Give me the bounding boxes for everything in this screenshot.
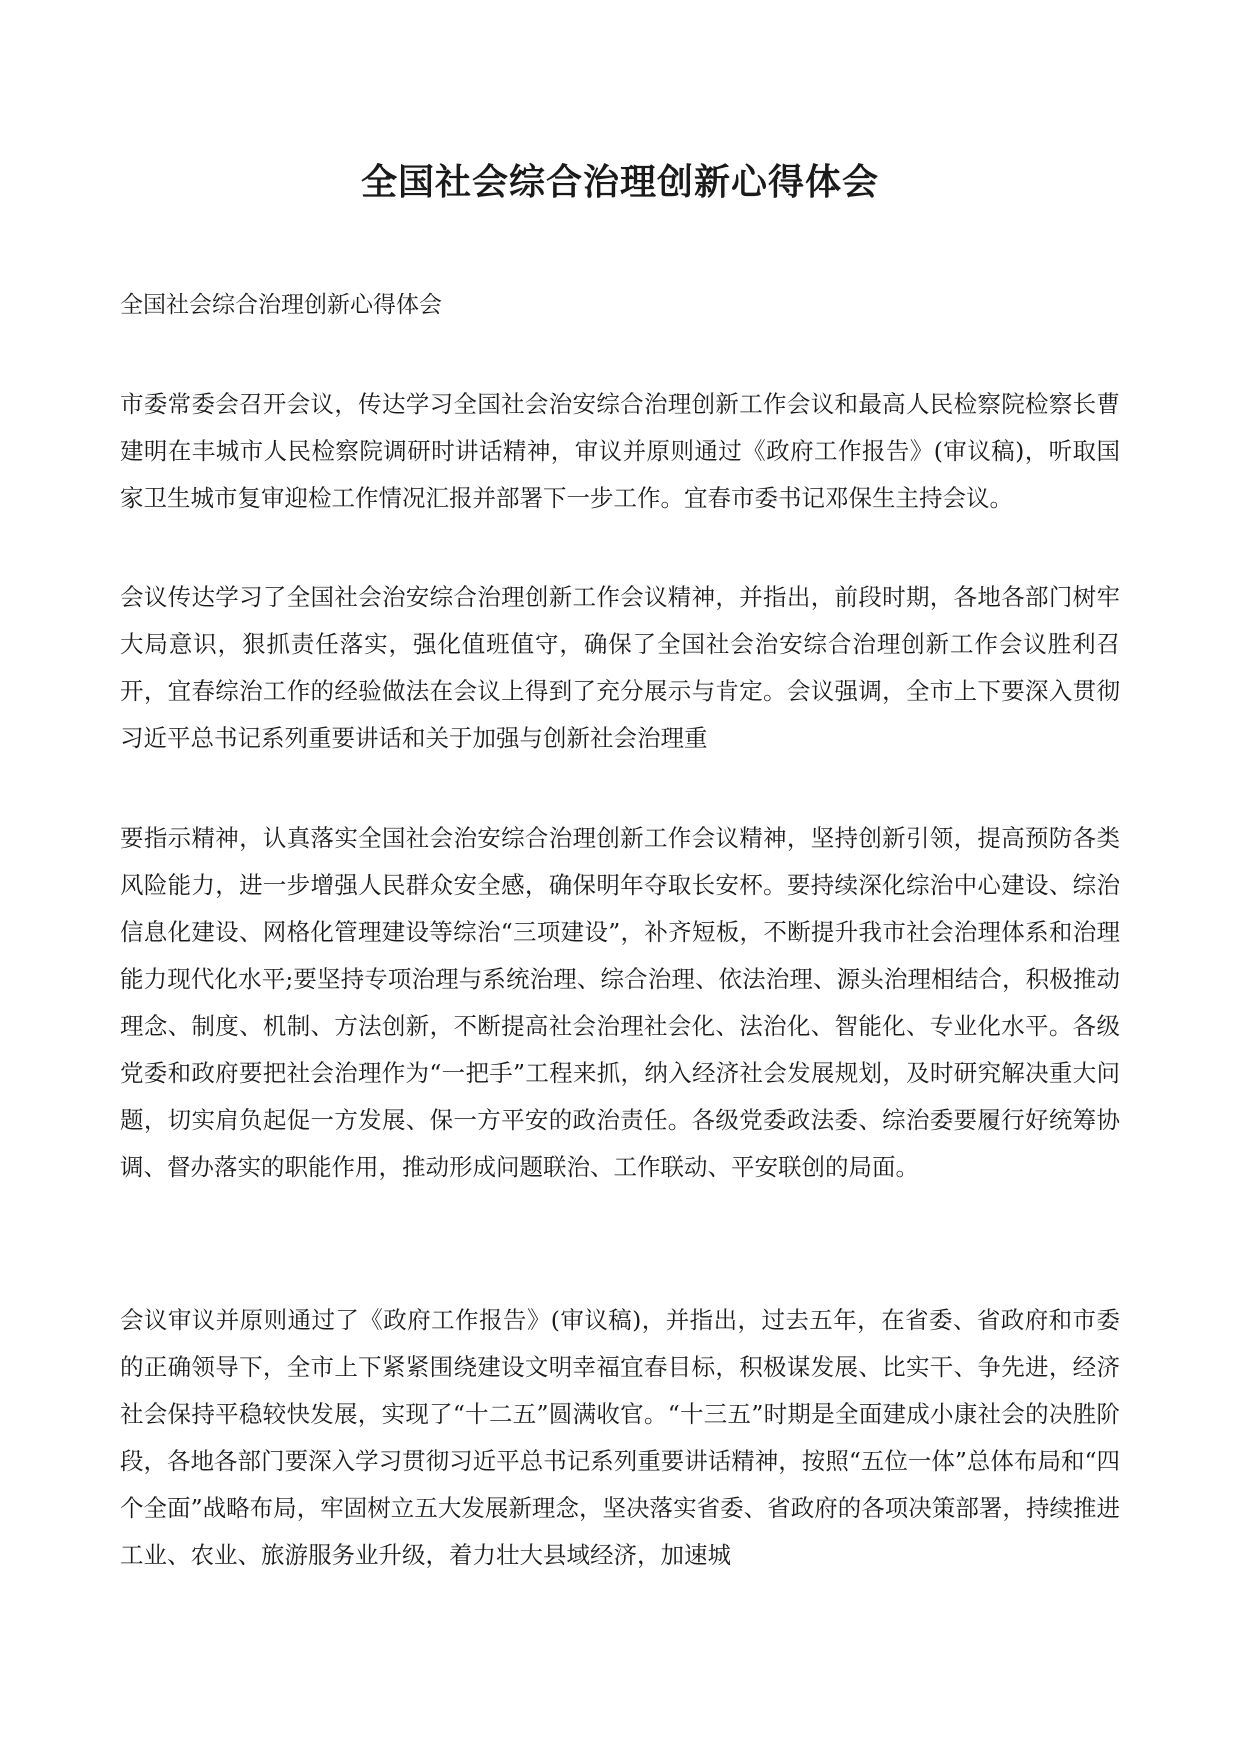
paragraph-4: 会议审议并原则通过了《政府工作报告》(审议稿)，并指出，过去五年，在省委、省政府和市委的正确领导下，全市上下紧紧围绕建设文明幸福宜春目标，积极谋发展、比实干、争先进，经济社会保持平稳较快发展，实现了“十二五”圆满收官。“十三五”时期是全面建成小康社会的决胜阶段，各地各部门要深入学习贯彻习近平总书记系列重要讲话精神，按照“五位一体”总体布局和“四个全面”战略布局，牢固树立五大发展新理念，坚决落实省委、省政府的各项决策部署，持续推进工业、农业、旅游服务业升级，着力壮大县域经济，加速城: [120, 1306, 1120, 1569]
paragraph-1: 市委常委会召开会议，传达学习全国社会治安综合治理创新工作会议和最高人民检察院检察长曹建明在丰城市人民检察院调研时讲话精神，审议并原则通过《政府工作报告》(审议稿)，听取国家卫生城市复审迎检工作情况汇报并部署下一步工作。宜春市委书记邓保生主持会议。: [120, 390, 1120, 512]
paragraph-3: 要指示精神，认真落实全国社会治安综合治理创新工作会议精神，坚持创新引领，提高预防各类风险能力，进一步增强人民群众安全感，确保明年夺取长安杯。要持续深化综治中心建设、综治信息化建设、网格化管理建设等综治“三项建设”，补齐短板，不断提升我市社会治理体系和治理能力现代化水平;要坚持专项治理与系统治理、综合治理、依法治理、源头治理相结合，积极推动理念、制度、机制、方法创新，不断提高社会治理社会化、法治化、智能化、专业化水平。各级党委和政府要把社会治理作为“一把手”工程来抓，纳入经济社会发展规划，及时研究解决重大问题，切实肩负起促一方发展、保一方平安的政治责任。各级党委政法委、综治委要履行好统筹协调、督办落实的职能作用，推动形成问题联治、工作联动、平安联创的局面。: [120, 824, 1120, 1181]
paragraph-2: 会议传达学习了全国社会治安综合治理创新工作会议精神，并指出，前段时期，各地各部门树牢大局意识，狠抓责任落实，强化值班值守，确保了全国社会治安综合治理创新工作会议胜利召开，宜春综治工作的经验做法在会议上得到了充分展示与肯定。会议强调，全市上下要深入贯彻习近平总书记系列重要讲话和关于加强与创新社会治理重: [120, 583, 1120, 752]
document-title: 全国社会综合治理创新心得体会: [360, 161, 879, 203]
document-subtitle: 全国社会综合治理创新心得体会: [120, 292, 442, 318]
